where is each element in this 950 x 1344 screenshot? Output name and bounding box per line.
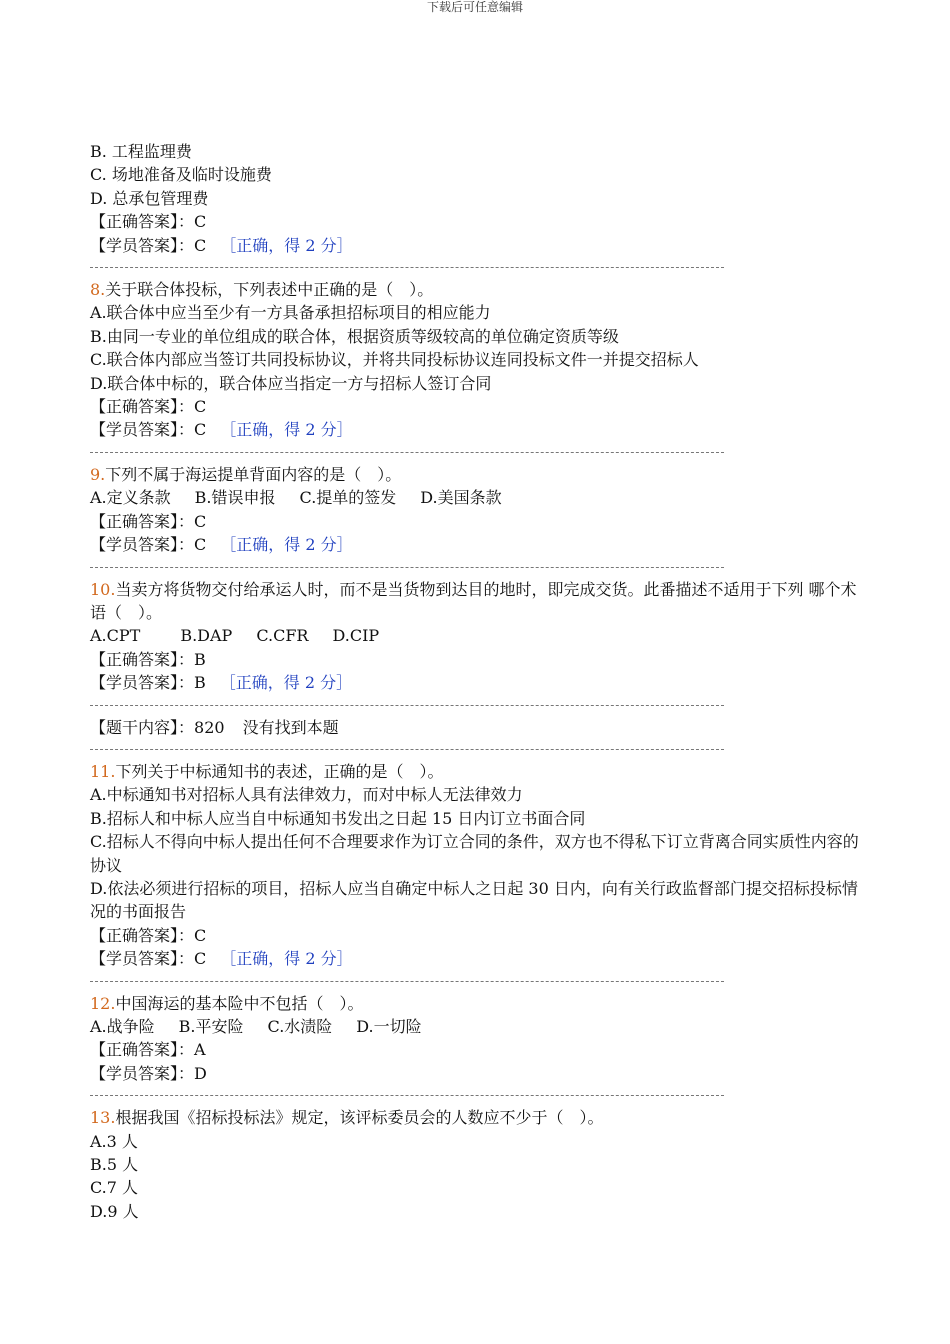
divider (90, 567, 724, 568)
question-number: 12. (90, 993, 116, 1013)
question-number: 9. (90, 464, 106, 484)
question-text: 下列不属于海运提单背面内容的是（ ）。 (105, 464, 402, 484)
option-c: C.提单的签发 (299, 488, 397, 508)
correct-answer-value: C (194, 511, 207, 531)
correct-answer-label: 【正确答案】： (90, 649, 195, 669)
stem-content-label: 【题干内容】： (90, 717, 195, 737)
question-stem (90, 760, 865, 783)
question-number: 11. (90, 761, 116, 781)
option-c: C.招标人不得向中标人提出任何不合理要求作为订立合同的条件，双方也不得私下订立背离合同实质性内容的协议 (90, 832, 859, 875)
options-row (90, 624, 865, 647)
correct-answer-label: 【正确答案】： (90, 212, 195, 232)
correct-answer (90, 924, 865, 947)
question-number: 8. (90, 280, 106, 300)
divider (90, 705, 724, 706)
divider (90, 749, 724, 750)
option-c: C.水渍险 (267, 1017, 333, 1036)
student-answer-value: C (194, 949, 207, 969)
option-c: C.联合体内部应当签订共同投标协议，并将共同投标协议连同投标文件一并提交招标人 (90, 350, 699, 370)
option-c: C. 场地准备及临时设施费 (90, 165, 272, 185)
exam-answer-sheet (90, 140, 865, 1223)
option-b: B.招标人和中标人应当自中标通知书发出之日起 15 日内订立书面合同 (90, 808, 586, 828)
options-row (90, 486, 865, 509)
option-c: C.CFR (256, 626, 309, 646)
question-text: 下列关于中标通知书的表述，正确的是（ ）。 (115, 761, 444, 781)
option-a: A.战争险 (90, 1017, 155, 1036)
student-answer-label: 【学员答案】： (90, 673, 195, 693)
option-b: B. 工程监理费 (90, 142, 192, 161)
missing-question (90, 716, 865, 739)
question-number: 10. (90, 579, 116, 599)
question-stem (90, 463, 865, 486)
student-answer (90, 671, 865, 694)
option-d: D.美国条款 (420, 488, 502, 508)
option-b: B.错误申报 (194, 488, 276, 508)
correct-answer (90, 648, 865, 671)
stem-content-value: 820 (194, 717, 225, 737)
student-answer-label: 【学员答案】： (90, 235, 195, 255)
student-answer-label: 【学员答案】： (90, 1063, 195, 1083)
correct-answer-label: 【正确答案】： (90, 925, 195, 945)
question-8 (90, 278, 865, 442)
question-text: 根据我国《招标投标法》规定，该评标委员会的人数应不少于（ ）。 (115, 1108, 604, 1128)
question-7-tail (90, 140, 865, 257)
correct-answer (90, 395, 865, 418)
question-number: 13. (90, 1108, 116, 1128)
option-d: D. 总承包管理费 (90, 188, 209, 208)
option-d: D.9 人 (90, 1201, 139, 1221)
student-answer-value: C (194, 420, 207, 440)
student-answer-label: 【学员答案】： (90, 420, 195, 440)
result-badge: ［正确，得 2 分］ (219, 673, 353, 693)
page-header: 下载后可任意编辑 (426, 0, 523, 14)
option-a: A.3 人 (90, 1131, 138, 1151)
result-badge: ［正确，得 2 分］ (220, 235, 353, 255)
divider (90, 452, 724, 453)
correct-answer-label: 【正确答案】： (90, 511, 195, 531)
student-answer-value: C (194, 535, 207, 555)
options-row (90, 1015, 865, 1038)
correct-answer-value: C (194, 397, 207, 417)
option-d: D.CIP (332, 626, 380, 646)
correct-answer (90, 510, 865, 533)
student-answer (90, 947, 865, 970)
question-text: 中国海运的基本险中不包括（ ）。 (115, 993, 364, 1013)
option-b: B.由同一专业的单位组成的联合体，根据资质等级较高的单位确定资质等级 (90, 326, 619, 346)
question-text: 关于联合体投标，下列表述中正确的是（ ）。 (105, 280, 434, 300)
question-11 (90, 760, 865, 971)
result-badge: ［正确，得 2 分］ (220, 949, 353, 969)
student-answer (90, 418, 865, 441)
option-d: D.一切险 (356, 1017, 422, 1036)
student-answer (90, 234, 865, 257)
result-badge: ［正确，得 2 分］ (220, 420, 353, 440)
correct-answer (90, 1038, 865, 1061)
correct-answer-label: 【正确答案】： (90, 397, 195, 417)
question-10 (90, 578, 865, 695)
correct-answer (90, 210, 865, 233)
student-answer (90, 533, 865, 556)
option-d: D.联合体中标的，联合体应当指定一方与招标人签订合同 (90, 373, 492, 393)
student-answer (90, 1062, 865, 1085)
option-b: B.平安险 (178, 1017, 244, 1036)
option-a: A.CPT (90, 626, 141, 646)
option-b: B.5 人 (90, 1155, 139, 1175)
correct-answer-value: C (194, 212, 207, 232)
student-answer-label: 【学员答案】： (90, 535, 195, 555)
correct-answer-label: 【正确答案】： (90, 1040, 195, 1060)
not-found-note: 没有找到本题 (242, 717, 339, 737)
option-a: A.定义条款 (90, 488, 171, 508)
option-c: C.7 人 (90, 1178, 139, 1198)
question-stem (90, 278, 865, 301)
divider (90, 981, 724, 982)
student-answer-value: B (194, 673, 206, 693)
question-stem (90, 1106, 865, 1129)
divider (90, 1095, 724, 1096)
question-12 (90, 992, 865, 1086)
question-stem (90, 578, 865, 625)
option-b: B.DAP (180, 626, 233, 646)
question-13 (90, 1106, 865, 1223)
result-badge: ［正确，得 2 分］ (220, 535, 353, 555)
correct-answer-value: B (194, 649, 206, 669)
correct-answer-value: C (194, 925, 207, 945)
divider (90, 267, 724, 268)
question-9 (90, 463, 865, 557)
option-d: D.依法必须进行招标的项目，招标人应当自确定中标人之日起 30 日内，向有关行政监督部门提交招标投标情况的书面报告 (90, 878, 858, 922)
student-answer-value: C (194, 235, 207, 255)
option-a: A.中标通知书对招标人具有法律效力，而对中标人无法律效力 (90, 785, 523, 805)
correct-answer-value: A (194, 1040, 206, 1060)
question-stem (90, 992, 865, 1015)
option-a: A.联合体中应当至少有一方具备承担招标项目的相应能力 (90, 303, 491, 323)
question-text: 当卖方将货物交付给承运人时，而不是当货物到达目的地时，即完成交货。此番描述不适用于下列 哪个术语（ ）。 (90, 579, 857, 622)
student-answer-label: 【学员答案】： (90, 949, 195, 969)
student-answer-value: D (194, 1063, 207, 1083)
